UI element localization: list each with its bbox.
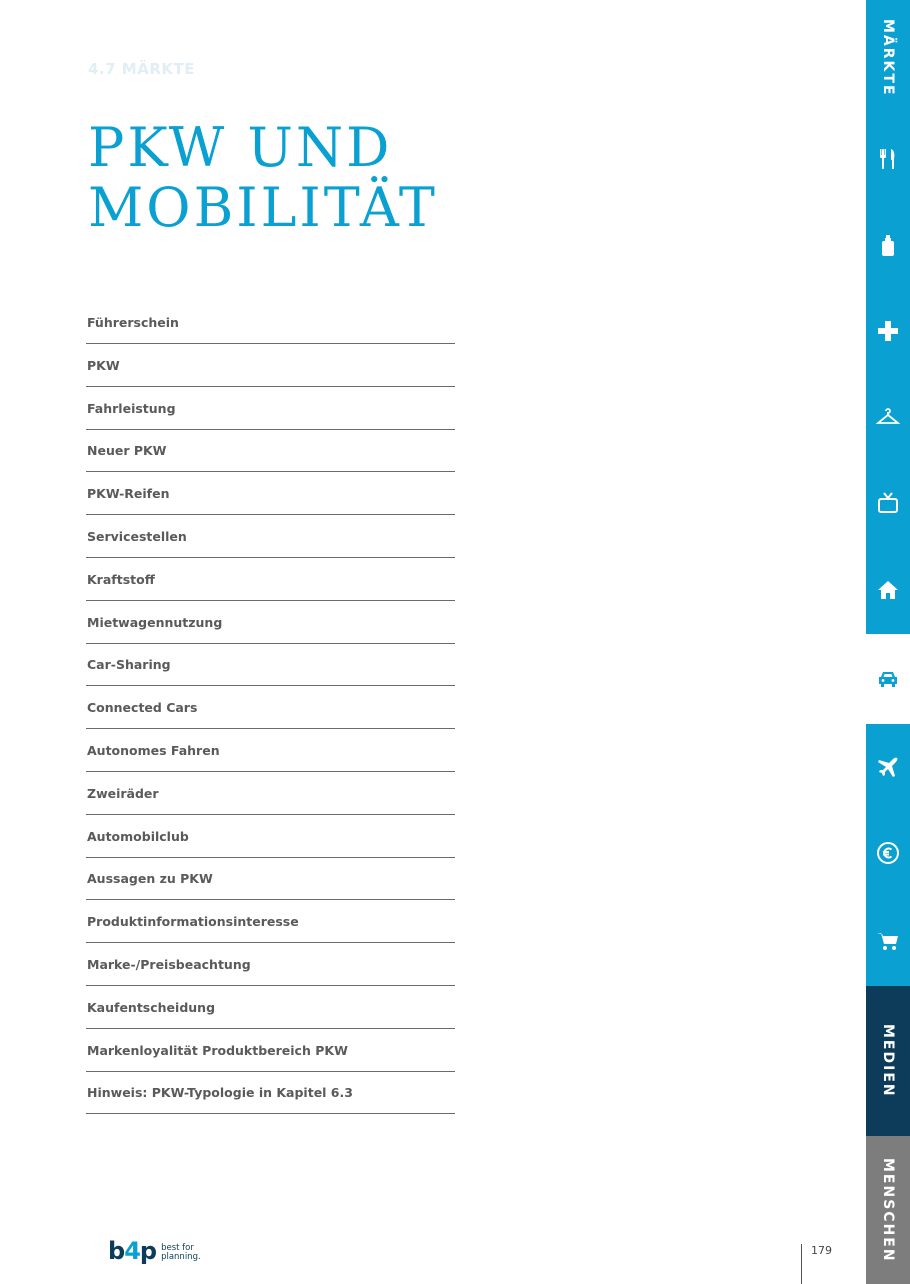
toc-item[interactable]: Autonomes Fahren bbox=[86, 730, 455, 772]
euro-icon bbox=[876, 841, 900, 865]
toc-item[interactable]: Markenloyalität Produktbereich PKW bbox=[86, 1030, 455, 1072]
cart-icon bbox=[876, 929, 900, 953]
toc-item[interactable]: Zweiräder bbox=[86, 773, 455, 815]
tab-shopping[interactable] bbox=[866, 896, 910, 986]
car-icon bbox=[876, 667, 900, 691]
toc-item[interactable]: Car-Sharing bbox=[86, 644, 455, 686]
logo-tagline-line-1: best for bbox=[161, 1243, 194, 1253]
tab-finance[interactable] bbox=[866, 810, 910, 896]
logo-p: p bbox=[139, 1237, 157, 1265]
tab-living[interactable] bbox=[866, 546, 910, 634]
toc-item[interactable]: PKW bbox=[86, 345, 455, 387]
cutlery-icon bbox=[876, 147, 900, 171]
toc-item[interactable]: Führerschein bbox=[86, 302, 455, 344]
page-number-divider bbox=[801, 1244, 802, 1284]
tab-electronics[interactable] bbox=[866, 460, 910, 546]
logo-tagline bbox=[161, 1244, 201, 1262]
title-line-2: MOBILITÄT bbox=[88, 176, 438, 239]
tab-menschen-label: MENSCHEN bbox=[880, 1157, 896, 1263]
page-number: 179 bbox=[811, 1244, 832, 1257]
toc-item[interactable]: Hinweis: PKW-Typologie in Kapitel 6.3 bbox=[86, 1072, 455, 1114]
airplane-icon bbox=[876, 755, 900, 779]
hanger-icon bbox=[876, 405, 900, 429]
toc-item[interactable]: Kraftstoff bbox=[86, 559, 455, 601]
logo-4: 4 bbox=[124, 1237, 140, 1265]
tab-car[interactable] bbox=[866, 634, 910, 724]
plus-icon bbox=[876, 319, 900, 343]
toc-item[interactable]: PKW-Reifen bbox=[86, 473, 455, 515]
toc-item[interactable]: Aussagen zu PKW bbox=[86, 858, 455, 900]
tab-fashion[interactable] bbox=[866, 374, 910, 460]
chapter-sidebar bbox=[866, 0, 910, 1284]
toc-item[interactable]: Kaufentscheidung bbox=[86, 987, 455, 1029]
toc-item[interactable]: Automobilclub bbox=[86, 816, 455, 858]
toc-item[interactable]: Neuer PKW bbox=[86, 430, 455, 472]
tab-menschen[interactable] bbox=[866, 1136, 910, 1284]
toc-item[interactable]: Servicestellen bbox=[86, 516, 455, 558]
toc-item[interactable]: Produktinformationsinteresse bbox=[86, 901, 455, 943]
tab-medien[interactable] bbox=[866, 986, 910, 1136]
toc-item[interactable]: Connected Cars bbox=[86, 687, 455, 729]
toc-item[interactable]: Mietwagennutzung bbox=[86, 602, 455, 644]
tv-icon bbox=[876, 491, 900, 515]
logo-tagline-line-2: planning. bbox=[161, 1252, 201, 1262]
tab-food[interactable] bbox=[866, 116, 910, 202]
section-label: 4.7 MÄRKTE bbox=[88, 60, 195, 78]
logo-b: b bbox=[108, 1237, 125, 1265]
b4p-logo bbox=[108, 1238, 201, 1264]
tab-maerkte[interactable] bbox=[866, 0, 910, 116]
tab-maerkte-label: MÄRKTE bbox=[880, 19, 896, 97]
table-of-contents bbox=[86, 302, 455, 1114]
tab-drugstore[interactable] bbox=[866, 202, 910, 288]
title-line-1: PKW UND bbox=[88, 116, 393, 179]
tab-medien-label: MEDIEN bbox=[880, 1024, 896, 1098]
toc-item[interactable]: Marke-/Preisbeachtung bbox=[86, 944, 455, 986]
tab-health[interactable] bbox=[866, 288, 910, 374]
toc-item[interactable]: Fahrleistung bbox=[86, 388, 455, 430]
house-icon bbox=[876, 578, 900, 602]
logo-mark bbox=[108, 1238, 156, 1264]
page-title bbox=[88, 118, 438, 238]
bottle-icon bbox=[876, 233, 900, 257]
tab-travel[interactable] bbox=[866, 724, 910, 810]
